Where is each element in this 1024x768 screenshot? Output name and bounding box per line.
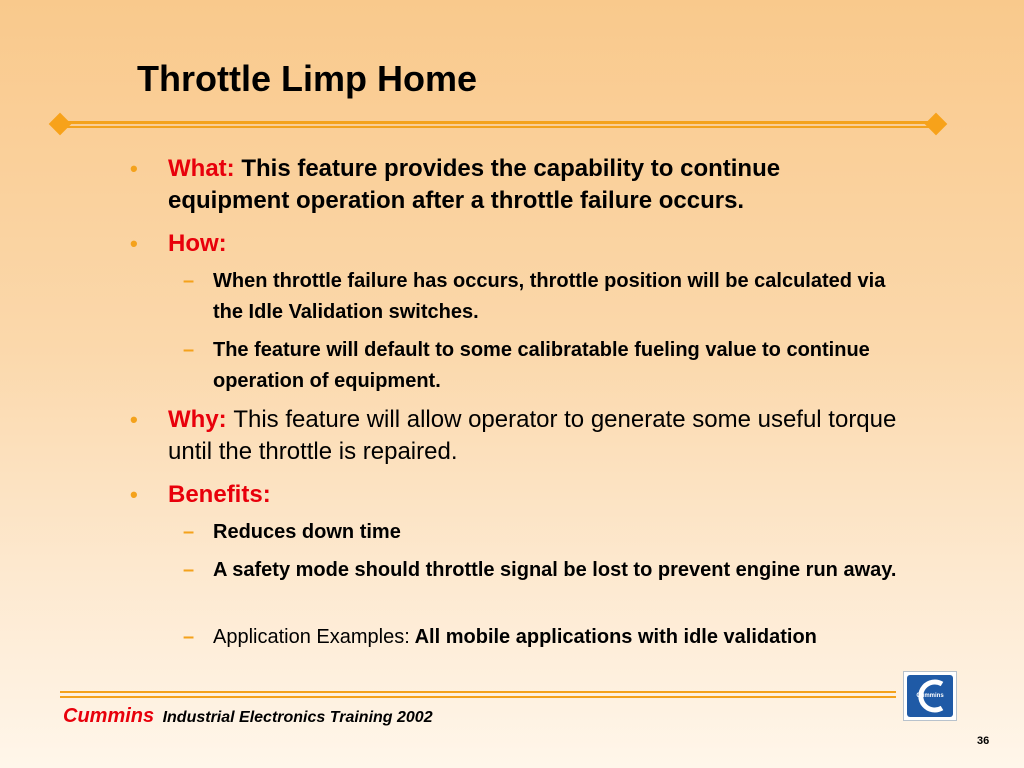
bullet-marker: • (130, 231, 138, 256)
sub-bullet-emphasis: All mobile applications with idle validation (414, 626, 817, 648)
bullet-what (130, 153, 908, 217)
bullet-text: This feature will allow operator to generate some useful torque until the throttle is repaired. (168, 406, 897, 465)
sub-bullet-marker: – (183, 521, 195, 543)
sub-bullet-text: A safety mode should throttle signal be lost to prevent engine run away. (213, 559, 897, 581)
sub-bullet-how-2 (183, 335, 913, 397)
footer-divider (60, 691, 896, 699)
footer-line-bottom (60, 696, 896, 698)
slide-title: Throttle Limp Home (137, 58, 477, 99)
sub-bullet-how-1 (183, 266, 913, 328)
bullet-why (130, 404, 908, 468)
footer-text: Industrial Electronics Training 2002 (162, 709, 433, 726)
sub-bullet-marker: – (183, 270, 195, 292)
bullet-label: What: (168, 155, 235, 182)
footer-line-top (60, 691, 896, 693)
page-number: 36 (977, 735, 990, 747)
footer-brand: Cummins (63, 705, 155, 727)
sub-bullet-text: The feature will default to some calibratable fueling value to continue operation of equipment. (213, 339, 870, 392)
sub-bullet-marker: – (183, 559, 195, 581)
sub-bullet-benefits-1 (183, 517, 913, 548)
bullet-benefits (130, 479, 908, 511)
sub-bullet-benefits-2 (183, 555, 913, 586)
bullet-text: This feature provides the capability to continue equipment operation after a throttle failure occurs. (168, 155, 781, 214)
sub-bullet-text: Reduces down time (213, 521, 401, 543)
logo-text: Cummins (916, 693, 944, 699)
footer (63, 705, 433, 728)
cummins-logo-icon (903, 671, 957, 721)
bullet-label: Why: (168, 406, 227, 433)
sub-bullet-benefits-3 (183, 622, 913, 653)
bullet-marker: • (130, 482, 138, 507)
sub-bullet-marker: – (183, 626, 195, 648)
bullet-label: Benefits: (168, 481, 271, 508)
bullet-marker: • (130, 407, 138, 432)
sub-bullet-text: Application Examples: (213, 626, 410, 648)
sub-bullet-text: When throttle failure has occurs, throttle position will be calculated via the Idle Validation switches. (213, 270, 886, 323)
cummins-logo-graphic (904, 672, 956, 720)
sub-bullet-marker: – (183, 339, 195, 361)
bullet-label: How: (168, 230, 227, 257)
bullet-how (130, 228, 908, 260)
bullet-marker: • (130, 156, 138, 181)
